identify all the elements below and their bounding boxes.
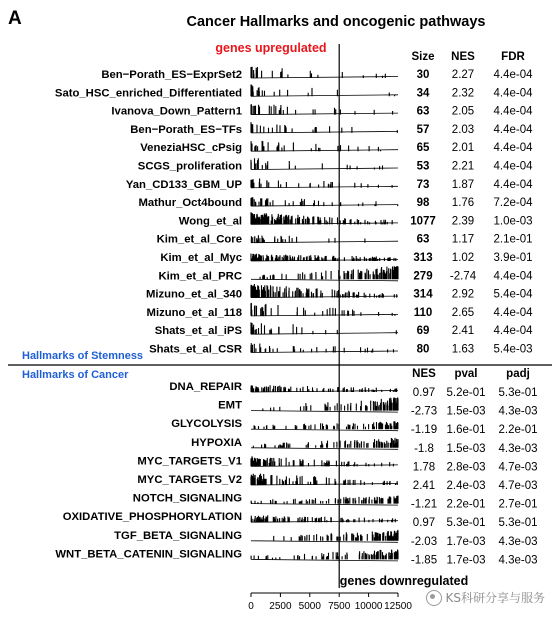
enrichment-baseline (251, 279, 398, 281)
fdr-value: 4.4e-04 (493, 142, 533, 155)
fdr-value: 4.4e-04 (493, 87, 533, 100)
column-header-padj: padj (506, 368, 530, 380)
nes-value: 0.97 (412, 387, 436, 399)
size-value: 98 (416, 197, 430, 210)
nes-value: 2.92 (451, 288, 475, 301)
padj-value: 4.3e-03 (498, 442, 538, 455)
watermark (426, 589, 546, 606)
size-value: 1077 (410, 215, 436, 228)
size-value: 80 (416, 343, 430, 356)
size-value: 30 (416, 69, 430, 81)
gene-set-label: Mizuno_et_al_118 (146, 306, 242, 319)
size-value: 63 (416, 233, 430, 246)
gene-set-label: Kim_et_al_Core (156, 233, 242, 246)
fdr-value: 7.2e-04 (493, 197, 533, 210)
nes-value: 2.41 (451, 325, 475, 338)
size-value: 73 (416, 178, 430, 191)
section-label-cancer: Hallmarks of Cancer (22, 369, 129, 381)
size-value: 34 (416, 87, 430, 100)
enrichment-baseline (251, 333, 398, 335)
nes-value: 1.17 (451, 233, 475, 246)
x-tick-label: 10000 (354, 601, 383, 612)
nes-value: 2.01 (451, 142, 475, 155)
enrichment-bars-kim-et-al-prc (260, 266, 398, 279)
nes-value: 1.63 (451, 343, 475, 356)
enrichment-bars-myc-targets-v2 (251, 474, 397, 485)
pval-value: 5.2e-01 (446, 387, 486, 399)
gene-set-label: Kim_et_al_Myc (160, 252, 242, 264)
nes-value: 2.27 (451, 69, 475, 81)
x-tick-label: 7500 (328, 601, 351, 612)
gene-set-label: Sato_HSC_enriched_Differentiated (54, 87, 242, 100)
enrichment-bars-hypoxia (253, 438, 398, 448)
gene-set-label: Ivanova_Down_Pattern1 (111, 105, 242, 118)
fdr-value: 4.4e-04 (493, 178, 533, 191)
enrichment-baseline (251, 150, 398, 152)
hallmark-label: GLYCOLYSIS (171, 418, 242, 431)
nes-value: -2.73 (410, 405, 438, 418)
fdr-value: 4.4e-04 (493, 325, 533, 338)
enrichment-baseline (251, 131, 398, 133)
enrichment-baseline (251, 411, 398, 413)
fdr-value: 1.0e-03 (493, 215, 533, 228)
padj-value: 5.3e-01 (498, 517, 538, 530)
padj-value: 4.3e-03 (498, 554, 538, 567)
enrichment-bars-scgs-proliferation (251, 158, 383, 169)
enrichment-bars-wnt-beta-catenin-signaling (251, 550, 398, 560)
pval-value: 5.3e-01 (446, 517, 486, 530)
gene-set-label: Shats_et_al_iPS (154, 325, 242, 338)
hallmark-label: WNT_BETA_CATENIN_SIGNALING (55, 548, 242, 561)
pval-value: 1.7e-03 (446, 554, 486, 567)
column-header-pval: pval (454, 368, 478, 380)
hallmark-label: DNA_REPAIR (169, 381, 242, 393)
enrichment-bars-sato-hsc-enriched-differentiated (251, 85, 395, 97)
gene-set-label: SCGS_proliferation (137, 160, 242, 173)
size-value: 65 (416, 142, 430, 155)
fdr-value: 4.4e-04 (493, 105, 533, 118)
fdr-value: 4.4e-04 (493, 160, 533, 173)
enrichment-baseline (251, 559, 398, 561)
column-header-nes-cancer: NES (412, 368, 436, 380)
nes-value: 0.97 (412, 517, 436, 530)
gene-set-label: Kim_et_al_PRC (158, 270, 242, 283)
enrichment-bars-wong-et-al (251, 212, 392, 224)
hallmark-label: TGF_BETA_SIGNALING (114, 529, 242, 542)
pval-value: 1.5e-03 (446, 405, 486, 418)
gene-set-label: Ben−Porath_ES−TFs (130, 123, 242, 136)
enrichment-baseline (251, 314, 398, 316)
nes-value: -1.85 (410, 554, 438, 567)
enrichment-baseline (251, 484, 398, 486)
hallmark-label: NOTCH_SIGNALING (132, 492, 242, 505)
padj-value: 4.7e-03 (498, 480, 538, 492)
watermark-text: KS科研分享与服务 (445, 591, 545, 605)
size-value: 314 (413, 288, 433, 301)
nes-value: 2.03 (451, 123, 475, 136)
pval-value: 2.2e-01 (446, 498, 486, 511)
nes-value: -2.74 (449, 270, 477, 283)
fdr-value: 5.4e-04 (493, 288, 533, 301)
hallmark-label: OXIDATIVE_PHOSPHORYLATION (62, 511, 242, 524)
hallmark-label: EMT (218, 399, 242, 412)
enrichment-bars-emt (263, 397, 398, 410)
enrichment-bars-glycolysis (254, 421, 398, 429)
nes-value: -1.8 (414, 442, 434, 455)
size-value: 313 (413, 252, 433, 264)
nes-value: 2.65 (451, 306, 475, 319)
padj-value: 5.3e-01 (498, 387, 538, 399)
gene-set-label: Yan_CD133_GBM_UP (125, 178, 242, 191)
nes-value: 2.39 (451, 215, 475, 228)
padj-value: 2.2e-01 (498, 424, 538, 437)
panel-label: A (8, 8, 22, 29)
enrichment-baseline (251, 448, 398, 450)
nes-value: 2.21 (451, 160, 475, 173)
x-tick-label: 2500 (269, 601, 292, 612)
gene-set-label: Ben−Porath_ES−ExprSet2 (101, 69, 242, 81)
enrichment-baseline (251, 241, 398, 243)
section-label-stemness: Hallmarks of Stemness (22, 350, 144, 362)
nes-value: 1.76 (451, 197, 475, 210)
nes-value: -2.03 (410, 535, 438, 548)
fdr-value: 5.4e-03 (493, 343, 533, 356)
nes-value: 2.41 (412, 480, 436, 492)
enrichment-baseline (251, 541, 398, 543)
size-value: 63 (416, 105, 430, 118)
padj-value: 4.7e-03 (498, 461, 538, 474)
gene-set-label: Shats_et_al_CSR (149, 343, 242, 356)
enrichment-baseline (251, 113, 398, 115)
figure-title: Cancer Hallmarks and oncogenic pathways (186, 14, 486, 30)
annotation-down: genes downregulated (339, 574, 469, 588)
nes-value: 2.05 (451, 105, 475, 118)
fdr-value: 4.4e-04 (493, 270, 533, 283)
nes-value: 1.87 (451, 178, 475, 191)
pval-value: 2.8e-03 (446, 461, 486, 474)
plot-area (8, 44, 552, 612)
enrichment-baseline (251, 504, 398, 506)
pval-value: 1.5e-03 (446, 442, 486, 455)
nes-value: 1.02 (451, 252, 475, 264)
pval-value: 1.7e-03 (446, 535, 486, 548)
enrichment-bars-veneziahsc-cpsig (251, 141, 381, 151)
fdr-value: 3.9e-01 (493, 252, 533, 264)
enrichment-baseline (251, 429, 398, 431)
x-tick-label: 12500 (384, 601, 412, 612)
padj-value: 2.7e-01 (498, 498, 538, 511)
enrichment-bars-mizuno-et-al-340 (251, 284, 397, 298)
hallmark-label: MYC_TARGETS_V2 (137, 474, 242, 486)
hallmark-label: HYPOXIA (191, 436, 242, 449)
nes-value: -1.21 (410, 498, 438, 511)
size-value: 57 (416, 123, 430, 136)
size-value: 279 (413, 270, 433, 283)
enrichment-baseline (251, 186, 398, 188)
nes-value: -1.19 (410, 424, 438, 437)
gene-set-label: Wong_et_al (178, 215, 242, 228)
x-tick-label: 0 (248, 601, 254, 612)
nes-value: 1.78 (412, 461, 436, 474)
enrichment-bars-shats-et-al-ips (251, 322, 396, 334)
size-value: 53 (416, 160, 430, 173)
enrichment-bars-notch-signaling (251, 496, 398, 504)
gene-set-label: Mathur_Oct4bound (138, 197, 242, 210)
column-header-fdr: FDR (501, 51, 525, 63)
x-tick-label: 5000 (298, 601, 321, 612)
fdr-value: 2.1e-01 (493, 233, 533, 246)
nes-value: 2.32 (451, 87, 475, 100)
hallmark-label: MYC_TARGETS_V1 (137, 455, 242, 468)
gene-set-label: Mizuno_et_al_340 (145, 288, 242, 301)
enrichment-baseline (251, 95, 398, 97)
enrichment-bars-mizuno-et-al-118 (251, 303, 395, 316)
fdr-value: 4.4e-04 (493, 69, 533, 81)
fdr-value: 4.4e-04 (493, 306, 533, 319)
size-value: 69 (416, 325, 430, 338)
gene-set-label: VeneziaHSC_cPsig (140, 142, 242, 155)
pval-value: 1.6e-01 (446, 424, 486, 437)
enrichment-baseline (251, 168, 398, 170)
fdr-value: 4.4e-04 (493, 123, 533, 136)
column-header-size: Size (411, 51, 435, 63)
enrichment-bars-ben-porath-es-exprset2 (251, 67, 385, 78)
wechat-icon (426, 590, 442, 606)
enrichment-bars-tgf-beta-signaling (274, 530, 398, 541)
column-header-nes: NES (451, 51, 475, 63)
annotation-up: genes upregulated (215, 41, 327, 55)
pval-value: 2.4e-03 (446, 480, 486, 492)
padj-value: 4.3e-03 (498, 535, 538, 548)
size-value: 110 (413, 306, 433, 319)
padj-value: 4.3e-03 (498, 405, 538, 418)
